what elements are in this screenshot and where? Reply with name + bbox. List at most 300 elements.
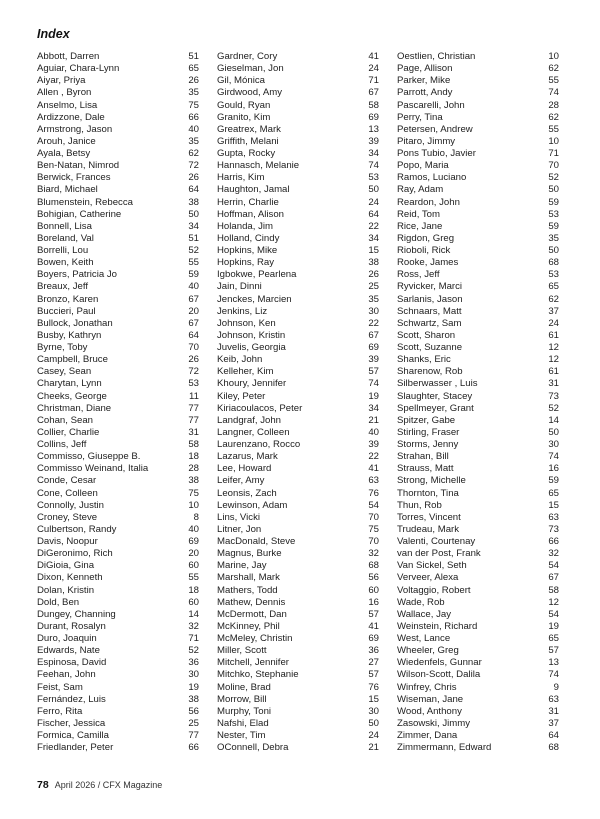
index-entry	[217, 548, 379, 560]
entry-page-number: 61	[548, 329, 559, 341]
entry-page-number: 58	[368, 99, 379, 111]
entry-name: Ben-Natan, Nimrod	[37, 160, 120, 172]
entry-page-number: 77	[188, 414, 199, 426]
entry-page-number: 9	[553, 681, 559, 693]
entry-page-number: 72	[188, 366, 199, 378]
index-entry	[397, 548, 559, 560]
entry-name: Bowen, Keith	[37, 257, 94, 269]
entry-name: Silberwasser , Luis	[397, 378, 478, 390]
index-entry	[37, 609, 199, 621]
entry-page-number: 74	[548, 669, 559, 681]
entry-name: Friedlander, Peter	[37, 742, 114, 754]
entry-page-number: 18	[188, 584, 199, 596]
index-entry	[37, 294, 199, 306]
entry-name: Ramos, Luciano	[397, 172, 467, 184]
entry-name: Rioboli, Rick	[397, 245, 451, 256]
entry-page-number: 77	[188, 730, 199, 741]
entry-page-number: 35	[368, 293, 379, 305]
entry-name: Shanks, Eric	[397, 354, 451, 366]
entry-page-number: 31	[188, 426, 199, 438]
entry-name: Ross, Jeff	[397, 269, 440, 281]
index-entry	[397, 718, 559, 730]
entry-page-number: 24	[548, 317, 559, 329]
entry-page-number: 64	[188, 329, 199, 341]
entry-name: Magnus, Burke	[217, 548, 282, 560]
index-entry	[217, 415, 379, 427]
index-entry	[37, 245, 199, 257]
entry-page-number: 24	[368, 730, 379, 741]
entry-name: Herrin, Charlie	[217, 196, 279, 208]
entry-page-number: 61	[548, 366, 559, 378]
index-entry	[217, 657, 379, 669]
index-entry	[37, 257, 199, 269]
entry-name: Wood, Anthony	[397, 705, 462, 717]
entry-page-number: 66	[188, 742, 199, 754]
entry-page-number: 70	[188, 342, 199, 353]
entry-name: Boyers, Patricia Jo	[37, 269, 117, 281]
entry-page-number: 75	[188, 99, 199, 111]
entry-name: Weinstein, Richard	[397, 620, 478, 632]
index-entry	[37, 269, 199, 281]
index-entry	[397, 500, 559, 512]
entry-page-number: 10	[548, 135, 559, 147]
index-column-3	[397, 51, 559, 754]
entry-page-number: 69	[188, 536, 199, 547]
entry-name: Murphy, Toni	[217, 705, 272, 717]
index-entry	[37, 391, 199, 403]
entry-name: Anselmo, Lisa	[37, 99, 98, 111]
entry-page-number: 74	[368, 160, 379, 172]
index-entry	[37, 512, 199, 524]
index-entry	[397, 330, 559, 342]
entry-page-number: 72	[188, 160, 199, 172]
entry-name: Zimmer, Dana	[397, 730, 458, 741]
entry-page-number: 50	[548, 245, 559, 256]
entry-page-number: 24	[368, 63, 379, 75]
entry-name: Sarlanis, Jason	[397, 293, 463, 305]
page-number: 78	[37, 779, 49, 791]
index-entry	[397, 609, 559, 621]
index-entry	[217, 209, 379, 221]
entry-name: Lee, Howard	[217, 463, 272, 475]
entry-page-number: 53	[548, 208, 559, 220]
entry-name: Griffith, Melani	[217, 135, 279, 147]
entry-page-number: 67	[368, 329, 379, 341]
entry-page-number: 71	[368, 75, 379, 87]
entry-name: Spellmeyer, Grant	[397, 402, 474, 414]
index-entry	[37, 415, 199, 427]
entry-page-number: 62	[548, 111, 559, 123]
index-entry	[217, 294, 379, 306]
publication-info: April 2026 / CFX Magazine	[54, 780, 163, 790]
index-entry	[397, 512, 559, 524]
entry-page-number: 59	[548, 196, 559, 208]
entry-name: Marshall, Mark	[217, 572, 280, 584]
index-entry	[397, 597, 559, 609]
entry-name: Van Sickel, Seth	[397, 560, 467, 572]
entry-name: Connolly, Justin	[37, 499, 105, 511]
index-entry	[37, 451, 199, 463]
entry-name: Gil, Mónica	[217, 75, 265, 87]
index-entry	[397, 342, 559, 354]
entry-name: Jenkins, Liz	[217, 305, 268, 317]
entry-name: Wilson-Scott, Dalila	[397, 669, 481, 681]
index-entry	[397, 439, 559, 451]
index-entry	[217, 682, 379, 694]
entry-name: Feehan, John	[37, 669, 96, 681]
entry-name: Feist, Sam	[37, 681, 83, 693]
index-entry	[37, 633, 199, 645]
entry-name: Ferro, Rita	[37, 705, 83, 717]
entry-page-number: 55	[548, 123, 559, 135]
entry-page-number: 74	[548, 451, 559, 463]
index-entry	[37, 281, 199, 293]
index-entry	[37, 63, 199, 75]
entry-page-number: 65	[548, 281, 559, 293]
entry-page-number: 30	[188, 669, 199, 681]
entry-name: Duro, Joaquin	[37, 633, 97, 644]
entry-name: Nester, Tim	[217, 730, 266, 741]
entry-name: Gardner, Cory	[217, 51, 278, 62]
index-entry	[397, 221, 559, 233]
entry-page-number: 65	[188, 63, 199, 75]
index-entry	[397, 269, 559, 281]
entry-name: Abbott, Darren	[37, 51, 100, 62]
index-entry	[37, 160, 199, 172]
index-entry	[397, 378, 559, 390]
index-entry	[397, 281, 559, 293]
entry-name: Strahan, Bill	[397, 451, 449, 463]
entry-name: McDermott, Dan	[217, 608, 287, 620]
entry-page-number: 26	[188, 75, 199, 87]
index-entry	[217, 366, 379, 378]
index-entry	[37, 657, 199, 669]
entry-page-number: 10	[548, 51, 559, 62]
entry-page-number: 69	[368, 633, 379, 644]
index-entry	[397, 415, 559, 427]
entry-name: Marine, Jay	[217, 560, 267, 572]
entry-name: Hopkins, Ray	[217, 257, 275, 269]
entry-name: Christman, Diane	[37, 402, 112, 414]
entry-name: Arouh, Janice	[37, 135, 96, 147]
entry-page-number: 10	[188, 499, 199, 511]
entry-page-number: 50	[368, 184, 379, 196]
index-entry	[37, 306, 199, 318]
entry-page-number: 13	[368, 123, 379, 135]
entry-name: Wheeler, Greg	[397, 645, 459, 657]
index-entry	[217, 718, 379, 730]
entry-page-number: 40	[188, 281, 199, 293]
index-entry	[217, 524, 379, 536]
entry-name: Borrelli, Lou	[37, 245, 89, 256]
entry-page-number: 65	[548, 633, 559, 644]
entry-page-number: 54	[368, 499, 379, 511]
entry-name: Lewinson, Adam	[217, 499, 288, 511]
entry-name: Mathew, Dennis	[217, 596, 286, 608]
entry-name: DiGioia, Gina	[37, 560, 95, 572]
index-entry	[397, 306, 559, 318]
entry-name: Moline, Brad	[217, 681, 271, 693]
entry-name: Popo, Maria	[397, 160, 449, 172]
index-entry	[217, 378, 379, 390]
entry-name: Schwartz, Sam	[397, 317, 462, 329]
entry-name: Fernández, Luis	[37, 693, 106, 705]
index-entry	[217, 75, 379, 87]
entry-name: Boreland, Val	[37, 232, 94, 244]
entry-name: Slaughter, Stacey	[397, 390, 473, 402]
entry-name: Holanda, Jim	[217, 220, 273, 232]
index-entry	[217, 330, 379, 342]
entry-page-number: 28	[188, 463, 199, 475]
entry-name: MacDonald, Steve	[217, 536, 296, 547]
entry-name: Sharenow, Rob	[397, 366, 463, 378]
entry-page-number: 73	[548, 523, 559, 535]
index-entry	[217, 730, 379, 742]
entry-name: Petersen, Andrew	[397, 123, 473, 135]
index-entry	[217, 257, 379, 269]
entry-name: Dold, Ben	[37, 596, 80, 608]
index-entry	[397, 488, 559, 500]
entry-page-number: 19	[188, 681, 199, 693]
index-entry	[37, 427, 199, 439]
entry-page-number: 36	[188, 657, 199, 669]
entry-name: Bonnell, Lisa	[37, 220, 92, 232]
entry-name: Collins, Jeff	[37, 439, 87, 450]
index-entry	[397, 475, 559, 487]
index-entry	[397, 245, 559, 257]
entry-name: Gieselman, Jon	[217, 63, 284, 75]
entry-page-number: 40	[188, 123, 199, 135]
index-entry	[397, 391, 559, 403]
index-entry	[217, 124, 379, 136]
entry-name: Hannasch, Melanie	[217, 160, 300, 172]
entry-page-number: 39	[368, 135, 379, 147]
entry-name: Rigdon, Greg	[397, 232, 455, 244]
entry-name: Lazarus, Mark	[217, 451, 278, 463]
index-entry	[217, 706, 379, 718]
index-entry	[397, 136, 559, 148]
entry-name: Hopkins, Mike	[217, 245, 278, 256]
index-entry	[397, 524, 559, 536]
entry-name: Aiyar, Priya	[37, 75, 86, 87]
entry-page-number: 11	[189, 390, 199, 402]
index-entry	[217, 281, 379, 293]
entry-page-number: 41	[368, 463, 379, 475]
entry-name: Holland, Cindy	[217, 232, 280, 244]
entry-name: Leonsis, Zach	[217, 487, 277, 499]
entry-page-number: 52	[548, 402, 559, 414]
entry-page-number: 39	[368, 439, 379, 450]
index-entry	[37, 718, 199, 730]
index-entry	[217, 463, 379, 475]
entry-name: Strauss, Matt	[397, 463, 454, 475]
entry-name: Storms, Jenny	[397, 439, 459, 450]
index-entry	[37, 354, 199, 366]
entry-name: Lins, Vicki	[217, 511, 261, 523]
index-entry	[217, 221, 379, 233]
entry-page-number: 60	[188, 560, 199, 572]
entry-page-number: 58	[188, 439, 199, 450]
index-entry	[37, 51, 199, 63]
entry-page-number: 52	[188, 245, 199, 256]
entry-page-number: 62	[548, 63, 559, 75]
index-entry	[397, 75, 559, 87]
entry-page-number: 8	[193, 511, 199, 523]
index-entry	[37, 342, 199, 354]
entry-page-number: 13	[548, 657, 559, 669]
index-entry	[217, 148, 379, 160]
entry-page-number: 63	[548, 511, 559, 523]
index-entry	[217, 609, 379, 621]
entry-page-number: 18	[188, 451, 199, 463]
entry-page-number: 12	[548, 354, 559, 366]
entry-name: Dungey, Channing	[37, 608, 116, 620]
entry-name: Wallace, Jay	[397, 608, 452, 620]
entry-page-number: 30	[548, 439, 559, 450]
entry-name: Byrne, Toby	[37, 342, 88, 353]
entry-page-number: 31	[548, 378, 559, 390]
index-entry	[397, 694, 559, 706]
entry-name: Zimmermann, Edward	[397, 742, 492, 754]
entry-page-number: 59	[548, 475, 559, 487]
entry-page-number: 26	[368, 269, 379, 281]
index-entry	[217, 403, 379, 415]
entry-name: Khoury, Jennifer	[217, 378, 287, 390]
entry-page-number: 66	[548, 536, 559, 547]
index-entry	[397, 148, 559, 160]
index-entry	[37, 742, 199, 754]
entry-page-number: 14	[188, 608, 199, 620]
entry-name: Perry, Tina	[397, 111, 443, 123]
entry-page-number: 32	[548, 548, 559, 560]
entry-name: Thun, Rob	[397, 499, 442, 511]
index-entry	[397, 669, 559, 681]
entry-name: Torres, Vincent	[397, 511, 461, 523]
entry-name: Formica, Camilla	[37, 730, 109, 741]
index-entry	[397, 184, 559, 196]
entry-name: Stirling, Fraser	[397, 426, 460, 438]
index-entry	[217, 112, 379, 124]
entry-page-number: 68	[368, 560, 379, 572]
entry-page-number: 38	[188, 693, 199, 705]
entry-page-number: 67	[188, 317, 199, 329]
entry-name: Rice, Jane	[397, 220, 443, 232]
entry-page-number: 52	[548, 172, 559, 184]
index-entry	[217, 512, 379, 524]
index-entry	[217, 669, 379, 681]
entry-page-number: 14	[548, 414, 559, 426]
index-entry	[217, 87, 379, 99]
entry-name: Culbertson, Randy	[37, 523, 117, 535]
entry-page-number: 54	[548, 608, 559, 620]
index-entry	[397, 706, 559, 718]
entry-name: Dolan, Kristin	[37, 584, 95, 596]
entry-name: Busby, Kathryn	[37, 329, 102, 341]
index-entry	[37, 669, 199, 681]
entry-name: Bronzo, Karen	[37, 293, 99, 305]
index-entry	[37, 221, 199, 233]
entry-name: Buccieri, Paul	[37, 305, 96, 317]
entry-page-number: 76	[368, 681, 379, 693]
entry-name: Conde, Cesar	[37, 475, 97, 487]
index-entry	[37, 475, 199, 487]
entry-page-number: 22	[368, 317, 379, 329]
index-entry	[217, 63, 379, 75]
entry-page-number: 37	[548, 717, 559, 729]
index-entry	[37, 318, 199, 330]
entry-name: Ryvicker, Marci	[397, 281, 463, 293]
entry-page-number: 32	[368, 548, 379, 560]
index-entry	[37, 536, 199, 548]
index-entry	[397, 403, 559, 415]
entry-page-number: 35	[188, 135, 199, 147]
index-entry	[397, 536, 559, 548]
index-entry	[217, 500, 379, 512]
entry-name: Haughton, Jamal	[217, 184, 290, 196]
entry-page-number: 16	[548, 463, 559, 475]
entry-name: Nafshi, Elad	[217, 717, 269, 729]
index-entry	[37, 730, 199, 742]
entry-name: Keib, John	[217, 354, 263, 366]
entry-name: Pons Tubio, Javier	[397, 148, 476, 159]
index-entry	[217, 342, 379, 354]
index-entry	[397, 657, 559, 669]
index-entry	[37, 75, 199, 87]
entry-name: Verveer, Alexa	[397, 572, 459, 584]
entry-name: Hoffman, Alison	[217, 208, 285, 220]
index-entry	[217, 585, 379, 597]
index-entry	[37, 585, 199, 597]
index-entry	[397, 209, 559, 221]
page-title: Index	[37, 27, 70, 41]
entry-page-number: 51	[188, 232, 199, 244]
index-entry	[217, 354, 379, 366]
entry-name: Pascarelli, John	[397, 99, 465, 111]
index-entry	[37, 621, 199, 633]
entry-page-number: 67	[188, 293, 199, 305]
entry-page-number: 35	[188, 87, 199, 99]
entry-name: Jain, Dinni	[217, 281, 262, 293]
entry-page-number: 57	[368, 366, 379, 378]
entry-page-number: 56	[188, 705, 199, 717]
index-entry	[397, 233, 559, 245]
index-entry	[217, 318, 379, 330]
index-entry	[37, 488, 199, 500]
index-entry	[37, 209, 199, 221]
entry-name: Thornton, Tina	[397, 487, 459, 499]
entry-page-number: 67	[548, 572, 559, 584]
entry-name: Juvelis, Georgia	[217, 342, 286, 353]
entry-page-number: 53	[368, 172, 379, 184]
index-entry	[397, 112, 559, 124]
index-entry	[217, 536, 379, 548]
entry-page-number: 70	[368, 536, 379, 547]
entry-name: Fischer, Jessica	[37, 717, 106, 729]
entry-page-number: 50	[368, 717, 379, 729]
index-entry	[397, 451, 559, 463]
entry-page-number: 63	[548, 693, 559, 705]
index-entry	[397, 572, 559, 584]
entry-name: Wiseman, Jane	[397, 693, 464, 705]
entry-name: Gupta, Rocky	[217, 148, 276, 159]
entry-page-number: 20	[188, 548, 199, 560]
index-entry	[217, 269, 379, 281]
entry-name: McKinney, Phil	[217, 620, 280, 632]
entry-page-number: 12	[548, 596, 559, 608]
entry-name: Reardon, John	[397, 196, 460, 208]
entry-page-number: 69	[368, 342, 379, 353]
entry-page-number: 12	[548, 342, 559, 353]
